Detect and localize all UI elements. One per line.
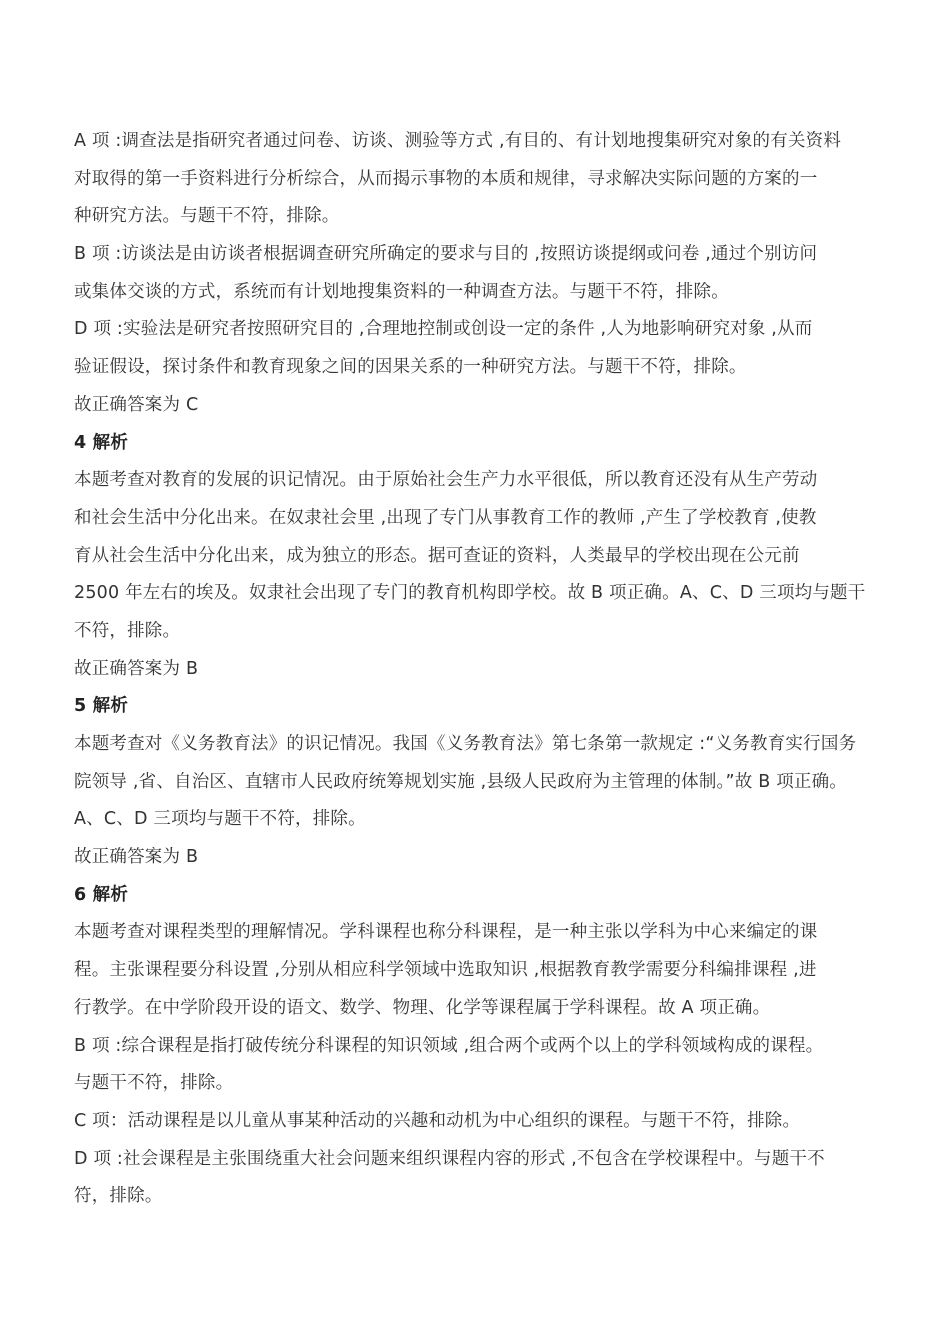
paragraph-line: 符，排除。 bbox=[74, 1186, 163, 1207]
paragraph-line: 种研究方法。与题干不符，排除。 bbox=[74, 206, 340, 227]
paragraph-line: 行教学。在中学阶段开设的语文、数学、物理、化学等课程属于学科课程。故 A 项正确。 bbox=[74, 997, 771, 1018]
paragraph-line: 2500 年左右的埃及。奴隶社会出现了专门的教育机构即学校。故 B 项正确。A、C、D 三项均与题干 bbox=[74, 583, 866, 604]
paragraph-line: 与题干不符，排除。 bbox=[74, 1073, 234, 1094]
paragraph-line: 故正确答案为 B bbox=[74, 847, 199, 868]
paragraph-line: 对取得的第一手资料进行分析综合，从而揭示事物的本质和规律，寻求解决实际问题的方案的一 bbox=[74, 168, 818, 189]
paragraph-line: 育从社会生活中分化出来，成为独立的形态。据可查证的资料，人类最早的学校出现在公元前 bbox=[74, 545, 800, 566]
paragraph-line: 本题考查对《义务教育法》的识记情况。我国《义务教育法》第七条第一款规定 :“义务教育实行国务 bbox=[74, 734, 857, 754]
paragraph-line: 不符，排除。 bbox=[74, 620, 181, 641]
paragraph-line: 验证假设，探讨条件和教育现象之间的因果关系的一种研究方法。与题干不符，排除。 bbox=[74, 357, 747, 378]
document-body bbox=[74, 123, 894, 1216]
section-heading: 4 解析 bbox=[74, 432, 129, 453]
paragraph-line: D 项 :实验法是研究者按照研究目的 ,合理地控制或创设一定的条件 ,人为地影响研究对象 ,从而 bbox=[74, 319, 813, 340]
paragraph-line: 或集体交谈的方式，系统而有计划地搜集资料的一种调查方法。与题干不符，排除。 bbox=[74, 281, 729, 302]
paragraph-line: C 项：活动课程是以儿童从事某种活动的兴趣和动机为中心组织的课程。与题干不符，排除。 bbox=[74, 1110, 801, 1131]
paragraph-line: A 项 :调查法是指研究者通过问卷、访谈、测验等方式 ,有目的、有计划地搜集研究对象的有关资料 bbox=[74, 131, 842, 151]
paragraph-line: 本题考查对教育的发展的识记情况。由于原始社会生产力水平很低，所以教育还没有从生产劳动 bbox=[74, 470, 818, 491]
section-heading: 5 解析 bbox=[74, 696, 129, 717]
paragraph-line: 程。主张课程要分科设置 ,分别从相应科学领域中选取知识 ,根据教育教学需要分科编排课程 ,进 bbox=[74, 960, 817, 981]
paragraph-line: B 项 :综合课程是指打破传统分科课程的知识领域 ,组合两个或两个以上的学科领域构成的课程。 bbox=[74, 1035, 824, 1056]
paragraph-line: A、C、D 三项均与题干不符，排除。 bbox=[74, 809, 366, 830]
section-heading: 6 解析 bbox=[74, 884, 129, 905]
paragraph-line: B 项 :访谈法是由访谈者根据调查研究所确定的要求与目的 ,按照访谈提纲或问卷 ,通过个别访问 bbox=[74, 244, 818, 265]
paragraph-line: D 项 :社会课程是主张围绕重大社会问题来组织课程内容的形式 ,不包含在学校课程中。与题干不 bbox=[74, 1148, 825, 1169]
paragraph-line: 故正确答案为 C bbox=[74, 394, 199, 415]
paragraph-line: 和社会生活中分化出来。在奴隶社会里 ,出现了专门从事教育工作的教师 ,产生了学校教育 ,使教 bbox=[74, 507, 817, 528]
paragraph-line: 院领导 ,省、自治区、直辖市人民政府统筹规划实施 ,县级人民政府为主管理的体制。”故 B 项正确。 bbox=[74, 771, 847, 792]
paragraph-line: 故正确答案为 B bbox=[74, 658, 199, 679]
paragraph-line: 本题考查对课程类型的理解情况。学科课程也称分科课程，是一种主张以学科为中心来编定的课 bbox=[74, 922, 818, 943]
